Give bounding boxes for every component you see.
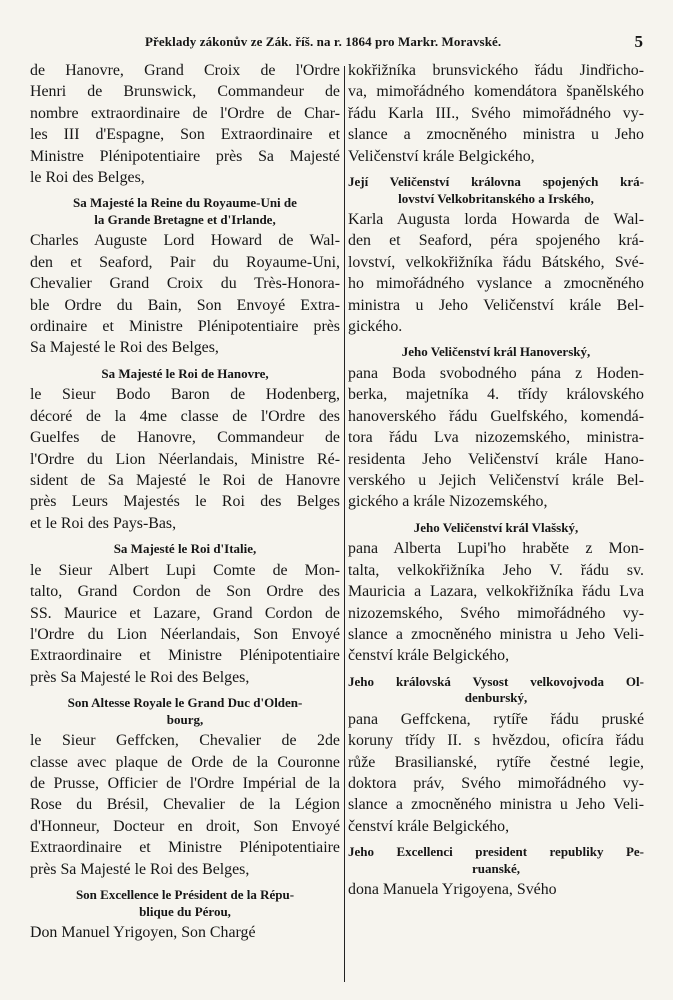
heading-line: denburský, bbox=[464, 690, 528, 706]
running-title: Překlady zákonův ze Zák. říš. na r. 1864 pro Markr. Moravské. bbox=[145, 34, 502, 49]
text-line: Extraordinaire et Ministre Plénipotentiaire bbox=[30, 839, 340, 857]
text-line: doktora práv, Svého mimořádného vy- bbox=[348, 774, 644, 792]
heading-line: Sa Majesté le Roi de Hanovre, bbox=[101, 365, 269, 381]
text-paragraph bbox=[30, 384, 340, 534]
text-line: čenství krále Belgického, bbox=[348, 817, 510, 835]
page-number: 5 bbox=[634, 32, 643, 51]
text-paragraph bbox=[348, 60, 644, 167]
text-line: ble Ordre du Bain, Son Envoyé Extra- bbox=[30, 296, 340, 314]
text-line: le Sieur Bodo Baron de Hodenberg, bbox=[30, 386, 340, 404]
text-line: et le Roi des Pays-Bas, bbox=[30, 514, 177, 532]
party-heading bbox=[348, 844, 644, 877]
text-line: gického. bbox=[348, 318, 403, 336]
text-line: de Hanovre, Grand Croix de l'Ordre bbox=[30, 62, 340, 79]
text-line: les III d'Espagne, Son Extraordinaire et bbox=[30, 126, 340, 144]
text-line: den et Seaford, Pair du Royaume-Uni, bbox=[30, 253, 340, 271]
text-line: près Sa Majesté le Roi des Belges, bbox=[30, 668, 250, 686]
heading-line: Son Altesse Royale le Grand Duc d'Olden- bbox=[67, 695, 303, 711]
text-line: classe avec plaque de Orde de la Couronne bbox=[30, 753, 340, 771]
heading-line: bourg, bbox=[166, 711, 204, 727]
party-heading bbox=[30, 887, 340, 920]
text-line: de Prusse, Officier de l'Ordre Impérial de la bbox=[30, 774, 340, 792]
text-line: verského u Jejich Veličenství krále Bel- bbox=[348, 472, 644, 489]
text-line: berka, majetníka 4. třídy královského bbox=[348, 386, 644, 404]
text-paragraph bbox=[30, 730, 340, 880]
czech-column bbox=[348, 60, 644, 901]
french-column bbox=[30, 60, 340, 943]
text-line: Karla Augusta lorda Howarda de Wal- bbox=[348, 211, 644, 229]
heading-line: Jeho Veličenství král Hanoverský, bbox=[401, 344, 591, 360]
heading-line: Jeho královská Vysost velkovojvoda Ol- bbox=[348, 673, 644, 689]
text-line: talta, velkokřižníka Jeho V. řádu sv. bbox=[348, 561, 644, 579]
text-line: Guelfes de Hanovre, Commandeur de bbox=[30, 429, 340, 447]
text-line: Extraordinaire et Ministre Plénipotentiaire bbox=[30, 647, 340, 665]
text-paragraph bbox=[348, 879, 644, 900]
text-line: hanoverského řádu Guelfského, komendá- bbox=[348, 407, 644, 425]
text-paragraph bbox=[30, 560, 340, 688]
text-line: Veličenství krále Belgického, bbox=[348, 147, 535, 165]
text-line: l'Ordre du Lion Néerlandais, Ministre Ré- bbox=[30, 450, 340, 468]
text-line: va, mimořádného komendátora španělského bbox=[348, 83, 644, 101]
text-paragraph bbox=[30, 230, 340, 358]
text-line: pana Boda svobodného pána z Hoden- bbox=[348, 364, 644, 382]
heading-line: Její Veličenství královna spojených krá- bbox=[348, 174, 644, 190]
text-line: ministra u Jeho Veličenství krále Bel- bbox=[348, 296, 644, 314]
text-paragraph bbox=[348, 538, 644, 666]
text-line: den et Seaford, péra spojeného krá- bbox=[348, 232, 644, 250]
text-line: koruny třídy II. s hvězdou, oficíra řádu bbox=[348, 732, 644, 750]
text-paragraph bbox=[30, 922, 340, 943]
text-line: sident de Sa Majesté le Roi de Hanovre bbox=[30, 472, 340, 489]
text-paragraph bbox=[348, 209, 644, 337]
running-header bbox=[0, 34, 673, 54]
party-heading bbox=[348, 520, 644, 537]
text-line: tora řádu Lva nizozemského, ministra- bbox=[348, 429, 644, 447]
text-line: le Sieur Geffcken, Chevalier de 2de bbox=[30, 732, 340, 750]
text-line: lovství, velkokřižníka řádu Bátského, Své- bbox=[348, 253, 644, 271]
text-line: Mauricia a Lazara, velkokřižníka řádu Lva bbox=[348, 583, 644, 601]
text-line: růže Brasilianské, rytíře čestné legie, bbox=[348, 753, 644, 771]
text-line: nizozemského, Svého mimořádného vy- bbox=[348, 604, 644, 622]
text-line: ho mimořádného vyslance a zmocněného bbox=[348, 275, 644, 293]
text-line: pana Geffckena, rytíře řádu pruské bbox=[348, 710, 644, 728]
text-line: Charles Auguste Lord Howard de Wal- bbox=[30, 232, 340, 250]
heading-line: Sa Majesté la Reine du Royaume-Uni de bbox=[73, 195, 297, 211]
text-line: près Leurs Majestés le Roi des Belges bbox=[30, 493, 340, 511]
text-line: slance a zmocněného ministra u Jeho Veli- bbox=[348, 625, 644, 643]
heading-line: lovství Velkobritanského a Irského, bbox=[398, 190, 594, 206]
text-line: dona Manuela Yrigoyena, Svého bbox=[348, 881, 557, 899]
text-line: pana Alberta Lupi'ho hraběte z Mon- bbox=[348, 540, 644, 558]
text-line: le Roi des Belges, bbox=[30, 169, 145, 187]
text-line: Sa Majesté le Roi des Belges, bbox=[30, 339, 219, 357]
text-line: slance a zmocněného ministra u Jeho Veli- bbox=[348, 796, 644, 814]
party-heading bbox=[348, 174, 644, 207]
heading-line: la Grande Bretagne et d'Irlande, bbox=[94, 211, 276, 227]
text-line: Henri de Brunswick, Commandeur de bbox=[30, 83, 340, 101]
heading-line: ruanské, bbox=[471, 860, 521, 876]
column-divider bbox=[344, 66, 345, 982]
text-paragraph bbox=[348, 363, 644, 513]
text-line: Rose du Brésil, Chevalier de la Légion bbox=[30, 796, 340, 814]
text-paragraph bbox=[30, 60, 340, 188]
text-line: SS. Maurice et Lazare, Grand Cordon de bbox=[30, 604, 340, 622]
text-line: residenta Jeho Veličenství krále Hano- bbox=[348, 450, 644, 468]
text-line: près Sa Majesté le Roi des Belges, bbox=[30, 860, 250, 878]
text-line: kokřižníka brunsvického řádu Jindřicho- bbox=[348, 62, 644, 79]
text-line: čenství krále Belgického, bbox=[348, 647, 510, 665]
party-heading bbox=[30, 195, 340, 228]
text-line: Don Manuel Yrigoyen, Son Chargé bbox=[30, 924, 256, 941]
text-line: nombre extraordinaire de l'Ordre de Char- bbox=[30, 104, 340, 122]
text-line: Chevalier Grand Croix du Très-Honora- bbox=[30, 275, 340, 293]
party-heading bbox=[348, 674, 644, 707]
text-line: řádu Karla III., Svého mimořádného vy- bbox=[348, 104, 644, 122]
text-line: Ministre Plénipotentiaire près Sa Majesté bbox=[30, 147, 340, 165]
text-line: l'Ordre du Lion Néerlandais, Son Envoyé bbox=[30, 625, 340, 643]
text-line: gického a krále Nizozemského, bbox=[348, 493, 548, 511]
party-heading bbox=[348, 344, 644, 361]
text-line: le Sieur Albert Lupi Comte de Mon- bbox=[30, 561, 340, 579]
text-line: décoré de la 4me classe de l'Ordre des bbox=[30, 407, 340, 425]
heading-line: Jeho Veličenství král Vlašský, bbox=[413, 519, 579, 535]
text-line: talto, Grand Cordon de Son Ordre des bbox=[30, 583, 340, 601]
heading-line: Jeho Excellenci president republiky Pe- bbox=[348, 844, 644, 860]
party-heading bbox=[30, 366, 340, 383]
text-paragraph bbox=[348, 709, 644, 837]
text-line: slance a zmocněného ministra u Jeho bbox=[348, 126, 644, 144]
heading-line: blique du Pérou, bbox=[139, 903, 231, 919]
text-line: d'Honneur, Docteur en droit, Son Envoyé bbox=[30, 817, 340, 835]
heading-line: Sa Majesté le Roi d'Italie, bbox=[113, 541, 257, 557]
heading-line: Son Excellence le Président de la Répu- bbox=[75, 887, 295, 902]
party-heading bbox=[30, 541, 340, 558]
party-heading bbox=[30, 695, 340, 728]
text-line: ordinaire et Ministre Plénipotentiaire près bbox=[30, 318, 340, 336]
